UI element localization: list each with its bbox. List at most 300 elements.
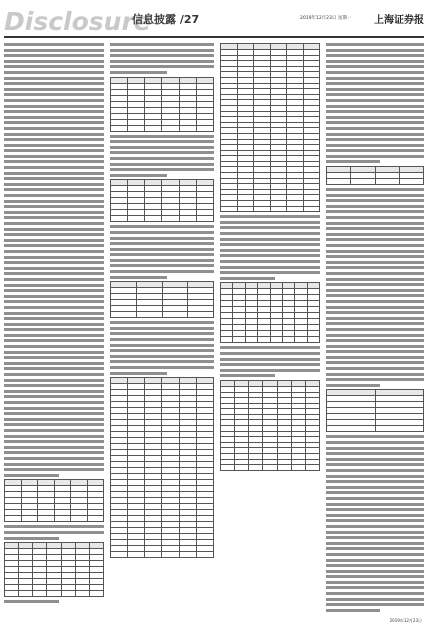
text-line: [4, 412, 104, 415]
text-line: [4, 54, 104, 57]
text-line: [4, 49, 104, 52]
text-line: [4, 110, 104, 113]
table-cell: [245, 337, 257, 343]
text-line: [4, 423, 104, 426]
text-line: [326, 127, 424, 130]
col2-text-c: [110, 225, 214, 278]
text-line: [220, 260, 320, 263]
text-line: [4, 446, 104, 449]
text-line: [110, 60, 214, 63]
table-cell: [235, 465, 249, 471]
text-line: [4, 407, 104, 410]
text-line: [326, 227, 424, 230]
text-line: [4, 463, 104, 466]
text-line: [326, 317, 424, 320]
table-cell: [287, 206, 304, 212]
text-line: [4, 133, 104, 136]
text-line: [110, 259, 214, 262]
text-line: [326, 49, 424, 52]
text-line: [110, 151, 214, 154]
text-line: [326, 598, 424, 601]
text-line: [326, 233, 424, 236]
text-line: [4, 373, 104, 376]
table-row: [221, 206, 320, 212]
text-line: [326, 255, 424, 258]
table-row: [221, 337, 320, 343]
text-line: [4, 306, 104, 309]
text-line: [110, 321, 214, 324]
text-line: [326, 272, 424, 275]
text-line: [4, 155, 104, 158]
text-line: [110, 168, 214, 171]
col1-table-a: [4, 479, 104, 522]
text-line: [220, 232, 320, 235]
col2-table-d: [110, 377, 214, 558]
text-line: [326, 491, 424, 494]
column-4: [326, 43, 424, 621]
text-line: [326, 278, 424, 281]
text-line: [220, 221, 320, 224]
text-line: [4, 418, 104, 421]
text-line: [220, 346, 320, 349]
text-line: [326, 261, 424, 264]
text-line: [326, 373, 424, 376]
text-line: [326, 345, 424, 348]
masthead-rule: [4, 36, 424, 38]
text-line: [110, 360, 214, 363]
text-line: [326, 519, 424, 522]
text-line: [4, 440, 104, 443]
text-line: [110, 140, 214, 143]
text-line: [110, 71, 167, 74]
table-cell: [38, 516, 55, 522]
text-line: [4, 362, 104, 365]
text-line: [220, 277, 275, 280]
table-cell: [291, 465, 305, 471]
text-line: [110, 43, 214, 46]
text-line: [326, 266, 424, 269]
col1-text-a: [4, 43, 104, 477]
text-line: [4, 244, 104, 247]
text-line: [4, 183, 104, 186]
table-cell: [327, 179, 351, 185]
text-line: [220, 226, 320, 229]
text-line: [326, 71, 424, 74]
table-cell: [162, 552, 179, 558]
data-table: [110, 179, 214, 222]
text-line: [4, 71, 104, 74]
text-line: [4, 435, 104, 438]
table-cell: [145, 125, 162, 131]
text-line: [110, 65, 214, 68]
text-line: [4, 172, 104, 175]
text-line: [110, 163, 214, 166]
table-cell: [128, 552, 145, 558]
text-line: [110, 253, 214, 256]
table-cell: [254, 206, 271, 212]
text-line: [326, 88, 424, 91]
text-line: [326, 447, 424, 450]
table-row: [111, 216, 214, 222]
text-line: [4, 127, 104, 130]
text-line: [326, 300, 424, 303]
table-cell: [179, 125, 196, 131]
text-line: [326, 452, 424, 455]
text-line: [326, 149, 424, 152]
text-line: [4, 138, 104, 141]
text-line: [326, 328, 424, 331]
footer-date: 2019年12月23日: [389, 618, 422, 623]
table-cell: [375, 426, 424, 432]
text-line: [326, 116, 424, 119]
table-row: [111, 552, 214, 558]
data-table: [4, 479, 104, 522]
text-line: [326, 486, 424, 489]
table-cell: [111, 552, 128, 558]
text-line: [110, 366, 214, 369]
text-line: [326, 138, 424, 141]
text-line: [326, 361, 424, 364]
text-line: [4, 93, 104, 96]
text-line: [110, 174, 167, 177]
text-line: [4, 351, 104, 354]
text-line: [4, 356, 104, 359]
table-cell: [179, 216, 196, 222]
column-2: [110, 43, 214, 621]
text-line: [4, 525, 104, 528]
table-cell: [221, 206, 238, 212]
text-line: [110, 327, 214, 330]
text-line: [4, 395, 104, 398]
table-cell: [61, 591, 75, 597]
table-cell: [128, 216, 145, 222]
table-cell: [351, 179, 375, 185]
table-cell: [277, 465, 291, 471]
text-line: [326, 581, 424, 584]
text-line: [4, 345, 104, 348]
text-line: [4, 188, 104, 191]
table-cell: [111, 312, 137, 318]
text-line: [326, 559, 424, 562]
table-row: [5, 591, 104, 597]
table-cell: [179, 552, 196, 558]
table-row: [111, 312, 214, 318]
text-line: [326, 93, 424, 96]
data-table: [220, 380, 320, 471]
col4-text-b: [326, 188, 424, 387]
text-line: [326, 350, 424, 353]
text-line: [4, 334, 104, 337]
text-line: [326, 475, 424, 478]
text-line: [326, 65, 424, 68]
table-cell: [162, 216, 179, 222]
text-line: [326, 54, 424, 57]
text-line: [4, 457, 104, 460]
text-line: [4, 166, 104, 169]
column-1: [4, 43, 104, 621]
text-line: [4, 272, 104, 275]
text-line: [110, 248, 214, 251]
table-cell: [54, 516, 71, 522]
text-line: [4, 429, 104, 432]
text-line: [326, 294, 424, 297]
table-cell: [303, 206, 320, 212]
text-line: [4, 77, 104, 80]
table-row: [111, 125, 214, 131]
col1-table-b: [4, 542, 104, 597]
dateline: 2019年12月23日 星期一: [300, 16, 352, 21]
text-line: [326, 480, 424, 483]
text-line: [326, 121, 424, 124]
text-line: [326, 105, 424, 108]
text-line: [4, 233, 104, 236]
table-cell: [221, 465, 235, 471]
table-cell: [5, 516, 22, 522]
text-line: [4, 367, 104, 370]
text-line: [4, 278, 104, 281]
text-line: [4, 474, 59, 477]
text-line: [326, 525, 424, 528]
table-cell: [87, 516, 104, 522]
text-line: [220, 266, 320, 269]
text-line: [326, 542, 424, 545]
col2-table-a: [110, 77, 214, 132]
text-line: [4, 267, 104, 270]
text-line: [110, 49, 214, 52]
data-table: [220, 282, 320, 343]
text-line: [110, 157, 214, 160]
text-line: [110, 338, 214, 341]
table-cell: [196, 125, 213, 131]
table-cell: [19, 591, 33, 597]
text-line: [326, 367, 424, 370]
col1-text-c: [4, 600, 104, 603]
table-cell: [237, 206, 254, 212]
text-line: [4, 323, 104, 326]
brand-title: Disclosure: [4, 7, 151, 36]
text-line: [4, 289, 104, 292]
text-line: [326, 77, 424, 80]
data-table: [220, 43, 320, 212]
table-row: [327, 179, 424, 185]
table-cell: [270, 206, 287, 212]
col4-table-b: [326, 389, 424, 432]
text-line: [4, 401, 104, 404]
data-table: [110, 77, 214, 132]
text-line: [326, 289, 424, 292]
text-line: [110, 135, 214, 138]
table-cell: [221, 337, 233, 343]
table-row: [221, 465, 320, 471]
text-line: [326, 575, 424, 578]
table-cell: [233, 337, 245, 343]
text-line: [110, 237, 214, 240]
text-line: [326, 564, 424, 567]
text-line: [326, 570, 424, 573]
text-line: [110, 264, 214, 267]
text-line: [326, 306, 424, 309]
text-line: [4, 60, 104, 63]
text-line: [110, 242, 214, 245]
data-table: [110, 377, 214, 558]
text-line: [4, 468, 104, 471]
text-line: [4, 99, 104, 102]
col2-table-c: [110, 281, 214, 318]
table-cell: [399, 179, 423, 185]
text-line: [220, 238, 320, 241]
text-line: [326, 547, 424, 550]
text-line: [220, 369, 320, 372]
masthead: [0, 0, 428, 38]
table-cell: [162, 125, 179, 131]
text-line: [326, 188, 424, 191]
table-cell: [282, 337, 294, 343]
text-line: [326, 536, 424, 539]
text-line: [4, 379, 104, 382]
col4-table-a: [326, 166, 424, 185]
text-line: [326, 155, 424, 158]
text-line: [326, 384, 380, 387]
text-line: [326, 99, 424, 102]
column-3: [220, 43, 320, 621]
table-cell: [33, 591, 47, 597]
text-line: [4, 160, 104, 163]
text-line: [326, 244, 424, 247]
text-line: [4, 451, 104, 454]
text-line: [110, 225, 214, 228]
col3-text-a: [220, 215, 320, 280]
table-cell: [145, 552, 162, 558]
text-line: [4, 384, 104, 387]
table-cell: [5, 591, 19, 597]
table-cell: [75, 591, 89, 597]
text-line: [110, 276, 167, 279]
text-line: [326, 238, 424, 241]
text-line: [4, 328, 104, 331]
table-cell: [128, 125, 145, 131]
text-line: [4, 300, 104, 303]
text-line: [4, 211, 104, 214]
text-line: [220, 352, 320, 355]
text-line: [220, 243, 320, 246]
text-line: [4, 177, 104, 180]
text-line: [110, 270, 214, 273]
text-line: [326, 609, 380, 612]
text-line: [326, 458, 424, 461]
text-line: [4, 228, 104, 231]
text-line: [326, 435, 424, 438]
text-line: [110, 54, 214, 57]
text-line: [4, 256, 104, 259]
text-line: [4, 390, 104, 393]
table-cell: [162, 312, 188, 318]
text-line: [110, 355, 214, 358]
table-cell: [71, 516, 88, 522]
text-line: [326, 508, 424, 511]
text-line: [326, 592, 424, 595]
col2-text-a: [110, 43, 214, 74]
text-line: [4, 65, 104, 68]
text-line: [4, 116, 104, 119]
text-line: [326, 356, 424, 359]
table-cell: [188, 312, 214, 318]
text-line: [326, 43, 424, 46]
table-cell: [136, 312, 162, 318]
text-line: [326, 194, 424, 197]
text-line: [326, 497, 424, 500]
text-line: [4, 339, 104, 342]
text-line: [326, 441, 424, 444]
text-line: [4, 295, 104, 298]
text-line: [326, 503, 424, 506]
table-cell: [305, 465, 319, 471]
text-line: [4, 149, 104, 152]
text-line: [4, 537, 59, 540]
col4-text-c: [326, 435, 424, 611]
table-cell: [295, 337, 307, 343]
table-cell: [327, 426, 376, 432]
text-line: [110, 332, 214, 335]
text-line: [4, 600, 59, 603]
text-line: [326, 463, 424, 466]
table-cell: [89, 591, 103, 597]
text-line: [326, 514, 424, 517]
text-line: [326, 199, 424, 202]
col3-table-c: [220, 380, 320, 471]
col4-text-a: [326, 43, 424, 163]
text-line: [4, 312, 104, 315]
text-line: [220, 374, 275, 377]
data-table: [326, 166, 424, 185]
table-cell: [111, 125, 128, 131]
text-line: [326, 160, 380, 163]
text-line: [220, 215, 320, 218]
text-line: [4, 222, 104, 225]
text-line: [326, 334, 424, 337]
text-line: [326, 378, 424, 381]
text-line: [4, 205, 104, 208]
text-line: [4, 194, 104, 197]
text-line: [326, 60, 424, 63]
table-cell: [270, 337, 282, 343]
text-line: [110, 146, 214, 149]
text-line: [4, 121, 104, 124]
table-row: [327, 426, 424, 432]
newspaper-name: 上海证券报: [374, 15, 424, 26]
table-cell: [263, 465, 277, 471]
table-cell: [375, 179, 399, 185]
text-line: [110, 372, 167, 375]
table-cell: [21, 516, 38, 522]
text-line: [110, 231, 214, 234]
text-line: [4, 531, 104, 534]
col3-table-a: [220, 43, 320, 212]
data-table: [4, 542, 104, 597]
text-line: [4, 88, 104, 91]
text-line: [4, 239, 104, 242]
col2-table-b: [110, 179, 214, 222]
text-line: [4, 317, 104, 320]
text-line: [220, 363, 320, 366]
text-line: [326, 311, 424, 314]
data-table: [110, 281, 214, 318]
text-line: [326, 531, 424, 534]
table-cell: [249, 465, 263, 471]
text-line: [4, 82, 104, 85]
text-line: [220, 358, 320, 361]
data-table: [326, 389, 424, 432]
table-cell: [196, 552, 213, 558]
